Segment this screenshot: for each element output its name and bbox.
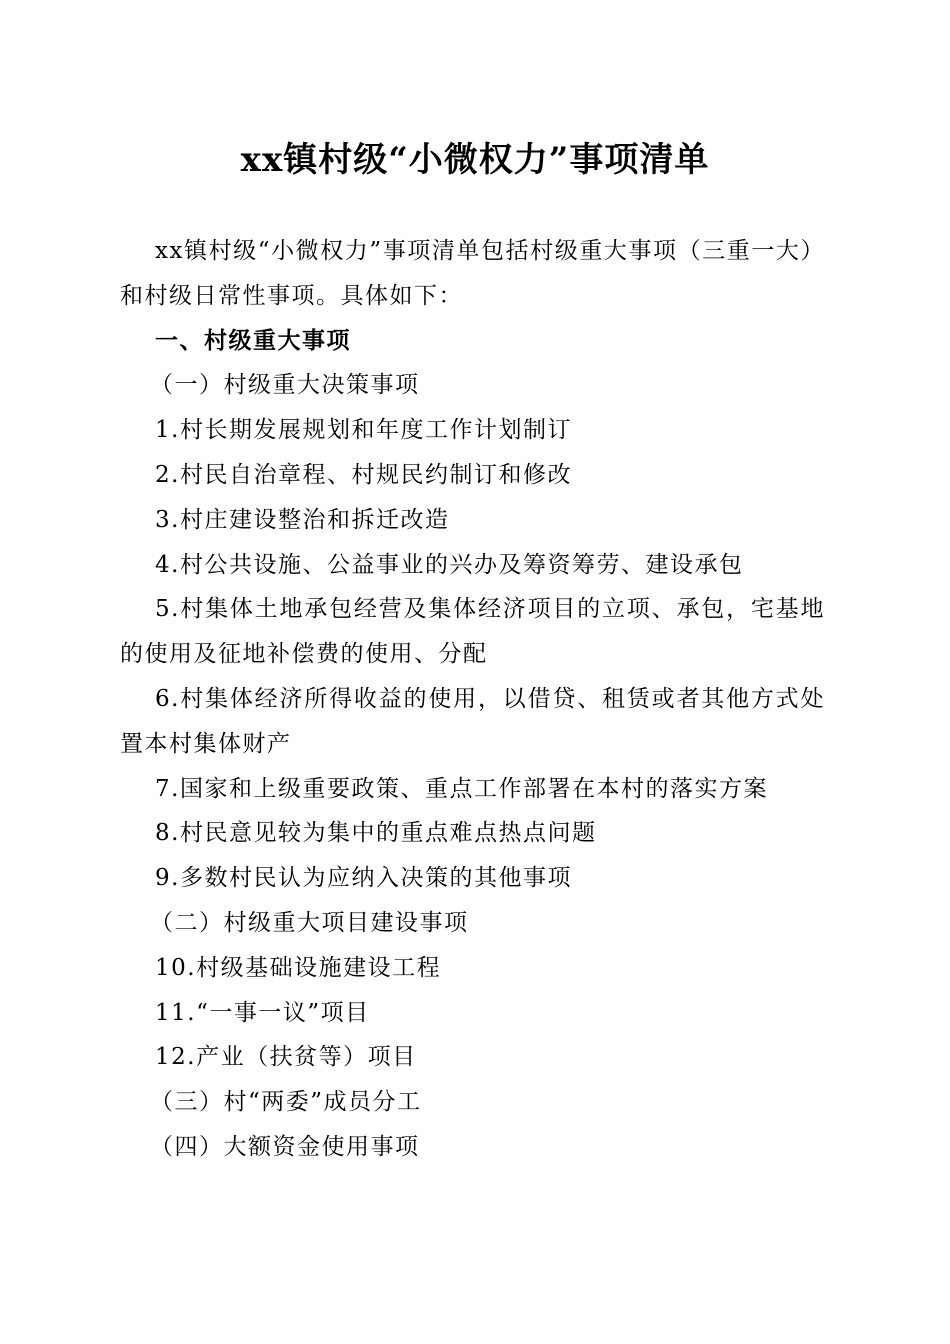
section-heading-major-matters: 一、村级重大事项 [155,326,351,354]
subsection-heading-decisions: （一）村级重大决策事项 [150,372,420,399]
list-item: 6.村集体经济所得收益的使用，以借贷、租赁或者其他方式处置本村集体财产 [120,685,825,757]
intro-paragraph: xx镇村级“小微权力”事项清单包括村级重大事项（三重一大）和村级日常性事项。具体如下： [120,238,825,309]
list-item: 9.多数村民认为应纳入决策的其他事项 [155,865,572,892]
list-item: 4.村公共设施、公益事业的兴办及筹资筹劳、建设承包 [155,551,744,578]
list-item: 8.村民意见较为集中的重点难点热点问题 [155,820,597,847]
list-item: 3.村庄建设整治和拆迁改造 [155,506,450,533]
document-title: xx镇村级“小微权力”事项清单 [240,140,710,180]
subsection-heading-large-funds: （四）大额资金使用事项 [150,1133,420,1160]
list-item: 12.产业（扶贫等）项目 [155,1044,417,1071]
list-item: 11.“一事一议”项目 [155,999,370,1026]
list-item: 10.村级基础设施建设工程 [155,954,442,981]
list-item: 1.村长期发展规划和年度工作计划制订 [155,417,572,444]
list-item: 5.村集体土地承包经营及集体经济项目的立项、承包，宅基地的使用及征地补偿费的使用、分配 [120,596,825,668]
subsection-heading-division-of-labor: （三）村“两委”成员分工 [150,1089,422,1116]
subsection-heading-projects: （二）村级重大项目建设事项 [150,909,469,936]
document-body [120,229,825,1170]
list-item: 7.国家和上级重要政策、重点工作部署在本村的落实方案 [155,775,768,802]
list-item: 2.村民自治章程、村规民约制订和修改 [155,461,572,488]
